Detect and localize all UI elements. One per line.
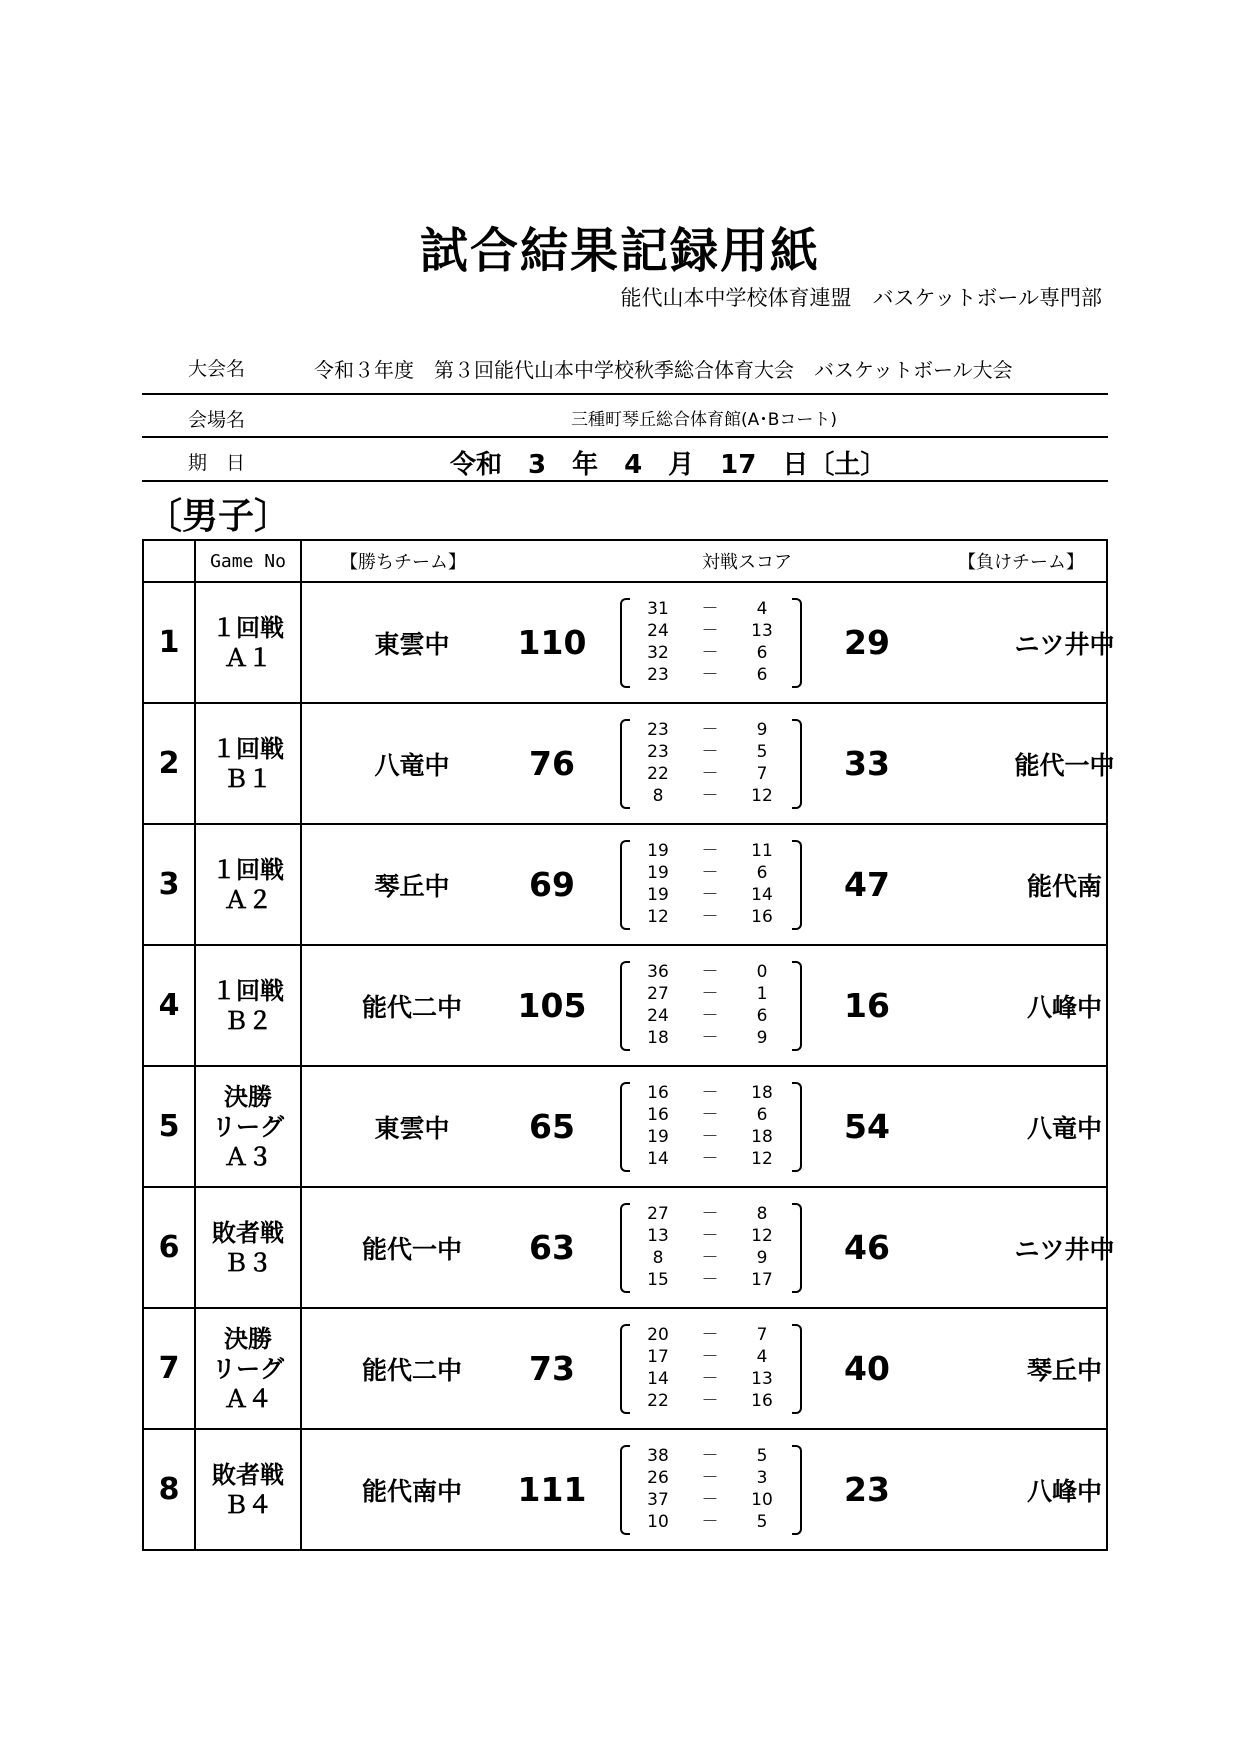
loser-team: ニツ井中	[1014, 629, 1115, 659]
quarter-score	[620, 664, 802, 686]
quarter-score	[620, 1126, 802, 1148]
loser-score: 23	[844, 1470, 890, 1509]
quarter-dash: －	[701, 599, 719, 619]
quarter-winner-points: 19	[647, 1127, 669, 1147]
venue: 三種町琴丘総合体育館(A･Bコート)	[570, 410, 838, 430]
round-line: Ｂ３	[224, 1248, 272, 1277]
quarter-loser-points: 13	[751, 1369, 773, 1389]
bracket-right	[792, 719, 802, 809]
quarter-winner-points: 16	[647, 1083, 669, 1103]
loser-score: 40	[844, 1349, 890, 1388]
header-loser: 【負けチーム】	[958, 552, 1084, 573]
match-cell	[301, 1187, 1115, 1308]
round-line: １回戦	[212, 734, 284, 763]
quarter-winner-points: 31	[647, 599, 669, 619]
loser-team: 八峰中	[1026, 992, 1102, 1022]
quarter-dash: －	[701, 841, 719, 861]
table-row	[143, 1187, 1107, 1308]
quarter-scores	[620, 1203, 802, 1293]
quarter-winner-points: 24	[647, 1006, 669, 1026]
quarter-winner-points: 19	[647, 885, 669, 905]
quarter-dash: －	[701, 1325, 719, 1345]
quarter-winner-points: 22	[647, 764, 669, 784]
round-line: Ａ１	[224, 643, 272, 672]
match-cell	[301, 945, 1107, 1066]
quarter-dash: －	[701, 1391, 719, 1411]
bracket-right	[792, 1324, 802, 1414]
quarter-dash: －	[701, 1490, 719, 1510]
winner-score: 69	[529, 865, 575, 904]
quarter-loser-points: 3	[756, 1468, 768, 1488]
game-round	[195, 1429, 301, 1550]
quarter-winner-points: 17	[647, 1347, 669, 1367]
quarter-winner-points: 10	[647, 1512, 669, 1532]
round-line: １回戦	[212, 855, 284, 884]
quarter-loser-points: 7	[756, 764, 768, 784]
quarter-dash: －	[701, 665, 719, 685]
quarter-loser-points: 9	[756, 720, 768, 740]
round-line: Ａ３	[224, 1142, 272, 1171]
round-line: Ａ４	[224, 1384, 272, 1413]
quarter-loser-points: 13	[751, 621, 773, 641]
quarter-score	[620, 1104, 802, 1126]
quarter-winner-points: 32	[647, 643, 669, 663]
quarter-dash: －	[701, 1127, 719, 1147]
quarter-scores	[620, 598, 802, 688]
header-winner: 【勝ちチーム】	[340, 552, 466, 573]
quarter-dash: －	[701, 764, 719, 784]
quarter-scores	[620, 1445, 802, 1535]
winner-score: 105	[517, 986, 587, 1025]
quarter-loser-points: 12	[751, 786, 773, 806]
quarter-winner-points: 12	[647, 907, 669, 927]
round-line: Ａ２	[224, 885, 272, 914]
header-game-no: Game No	[195, 540, 301, 582]
quarter-loser-points: 6	[756, 1105, 768, 1125]
game-number: 2	[143, 703, 195, 824]
winner-score: 76	[529, 744, 575, 783]
quarter-dash: －	[701, 1149, 719, 1169]
loser-score: 46	[844, 1228, 890, 1267]
quarter-scores	[620, 1082, 802, 1172]
quarter-winner-points: 18	[647, 1028, 669, 1048]
quarter-winner-points: 23	[647, 665, 669, 685]
quarter-winner-points: 8	[652, 786, 664, 806]
quarter-dash: －	[701, 786, 719, 806]
quarter-dash: －	[701, 1006, 719, 1026]
round-line: Ｂ２	[224, 1006, 272, 1035]
quarter-loser-points: 16	[751, 1391, 773, 1411]
match-cell	[301, 1066, 1107, 1187]
quarter-dash: －	[701, 1512, 719, 1532]
quarter-loser-points: 10	[751, 1490, 773, 1510]
quarter-loser-points: 6	[756, 1006, 768, 1026]
quarter-score	[620, 741, 802, 763]
quarter-dash: －	[701, 962, 719, 982]
game-round	[195, 1187, 301, 1308]
quarter-loser-points: 12	[751, 1149, 773, 1169]
loser-team: 八峰中	[1026, 1476, 1102, 1506]
quarter-winner-points: 36	[647, 962, 669, 982]
quarter-winner-points: 14	[647, 1149, 669, 1169]
quarter-score	[620, 1247, 802, 1269]
header-score: 対戦スコア	[702, 552, 792, 573]
match-cell	[301, 824, 1107, 945]
quarter-score	[620, 983, 802, 1005]
table-row	[143, 1308, 1107, 1429]
round-line: リーグ	[212, 1112, 284, 1141]
date-label: 期 日	[188, 452, 246, 474]
quarter-loser-points: 4	[756, 1347, 768, 1367]
quarter-score	[620, 961, 802, 983]
game-round	[195, 582, 301, 703]
quarter-score	[620, 1148, 802, 1170]
quarter-loser-points: 4	[756, 599, 768, 619]
quarter-dash: －	[701, 1204, 719, 1224]
bracket-right	[792, 1445, 802, 1535]
winner-team: 東雲中	[374, 629, 450, 659]
round-line: 決勝	[224, 1082, 272, 1111]
game-number: 1	[143, 582, 195, 703]
winner-team: 能代南中	[362, 1476, 463, 1506]
quarter-dash: －	[701, 1446, 719, 1466]
loser-score: 16	[844, 986, 890, 1025]
quarter-winner-points: 20	[647, 1325, 669, 1345]
game-number: 8	[143, 1429, 195, 1550]
winner-score: 65	[529, 1107, 575, 1146]
quarter-score	[620, 719, 802, 741]
quarter-score	[620, 884, 802, 906]
quarter-loser-points: 7	[756, 1325, 768, 1345]
quarter-dash: －	[701, 984, 719, 1004]
quarter-score	[620, 1511, 802, 1533]
loser-team: 能代南	[1026, 871, 1102, 901]
quarter-dash: －	[701, 863, 719, 883]
quarter-score	[620, 620, 802, 642]
quarter-dash: －	[701, 885, 719, 905]
quarter-score	[620, 1390, 802, 1412]
loser-score: 47	[844, 865, 890, 904]
date: 令和 3 年 4 月 17 日〔土〕	[450, 450, 887, 480]
quarter-loser-points: 6	[756, 643, 768, 663]
quarter-winner-points: 27	[647, 984, 669, 1004]
results-table	[142, 539, 1115, 1551]
quarter-scores	[620, 719, 802, 809]
game-number: 4	[143, 945, 195, 1066]
quarter-score	[620, 862, 802, 884]
quarter-dash: －	[701, 1028, 719, 1048]
game-number: 3	[143, 824, 195, 945]
round-line: リーグ	[212, 1354, 284, 1383]
venue-label: 会場名	[188, 409, 246, 431]
round-line: 敗者戦	[212, 1460, 284, 1489]
quarter-loser-points: 14	[751, 885, 773, 905]
quarter-loser-points: 17	[751, 1270, 773, 1290]
quarter-dash: －	[701, 907, 719, 927]
round-line: 決勝	[224, 1324, 272, 1353]
event-label: 大会名	[188, 358, 246, 380]
quarter-score	[620, 1368, 802, 1390]
loser-team: 八竜中	[1026, 1113, 1102, 1143]
match-cell	[301, 1429, 1107, 1550]
loser-score: 54	[844, 1107, 890, 1146]
table-header	[143, 540, 1107, 582]
round-line: 敗者戦	[212, 1218, 284, 1247]
quarter-dash: －	[701, 1468, 719, 1488]
round-line: １回戦	[212, 976, 284, 1005]
quarter-winner-points: 38	[647, 1446, 669, 1466]
quarter-loser-points: 0	[756, 962, 768, 982]
quarter-score	[620, 1225, 802, 1247]
quarter-scores	[620, 840, 802, 930]
quarter-loser-points: 6	[756, 665, 768, 685]
winner-team: 能代二中	[362, 1355, 463, 1385]
quarter-score	[620, 840, 802, 862]
quarter-dash: －	[701, 1105, 719, 1125]
game-round	[195, 1308, 301, 1429]
quarter-dash: －	[701, 1248, 719, 1268]
header-no	[143, 540, 195, 582]
quarter-loser-points: 12	[751, 1226, 773, 1246]
table-row	[143, 1066, 1107, 1187]
quarter-loser-points: 1	[756, 984, 768, 1004]
game-round	[195, 824, 301, 945]
bracket-right	[792, 1203, 802, 1293]
quarter-score	[620, 642, 802, 664]
game-round	[195, 945, 301, 1066]
quarter-loser-points: 18	[751, 1127, 773, 1147]
round-line: １回戦	[212, 613, 284, 642]
quarter-winner-points: 22	[647, 1391, 669, 1411]
match-cell	[301, 703, 1115, 824]
quarter-dash: －	[701, 1369, 719, 1389]
table-row	[143, 1429, 1107, 1550]
divider	[142, 480, 1108, 482]
quarter-score	[620, 1005, 802, 1027]
quarter-score	[620, 785, 802, 807]
quarter-score	[620, 1203, 802, 1225]
round-line: Ｂ４	[224, 1490, 272, 1519]
quarter-score	[620, 1489, 802, 1511]
table-row	[143, 703, 1107, 824]
quarter-loser-points: 5	[756, 1512, 768, 1532]
quarter-dash: －	[701, 643, 719, 663]
winner-team: 琴丘中	[374, 871, 450, 901]
quarter-scores	[620, 1324, 802, 1414]
quarter-score	[620, 1082, 802, 1104]
game-number: 5	[143, 1066, 195, 1187]
quarter-score	[620, 598, 802, 620]
quarter-score	[620, 1324, 802, 1346]
event-name: 令和３年度 第３回能代山本中学校秋季総合体育大会 バスケットボール大会	[314, 358, 1013, 382]
quarter-winner-points: 15	[647, 1270, 669, 1290]
divider	[142, 393, 1108, 395]
quarter-loser-points: 8	[756, 1204, 768, 1224]
winner-team: 能代一中	[362, 1234, 463, 1264]
quarter-score	[620, 906, 802, 928]
game-round	[195, 703, 301, 824]
game-number: 6	[143, 1187, 195, 1308]
bracket-right	[792, 1082, 802, 1172]
winner-team: 東雲中	[374, 1113, 450, 1143]
quarter-winner-points: 24	[647, 621, 669, 641]
quarter-score	[620, 1027, 802, 1049]
divider	[142, 436, 1108, 438]
quarter-winner-points: 37	[647, 1490, 669, 1510]
round-line: Ｂ１	[224, 764, 272, 793]
winner-team: 能代二中	[362, 992, 463, 1022]
quarter-winner-points: 14	[647, 1369, 669, 1389]
quarter-dash: －	[701, 742, 719, 762]
bracket-right	[792, 598, 802, 688]
winner-score: 111	[517, 1470, 587, 1509]
loser-team: 琴丘中	[1026, 1355, 1102, 1385]
quarter-score	[620, 1445, 802, 1467]
loser-team: 能代一中	[1014, 750, 1115, 780]
quarter-dash: －	[701, 1270, 719, 1290]
quarter-winner-points: 19	[647, 841, 669, 861]
quarter-dash: －	[701, 1347, 719, 1367]
quarter-loser-points: 5	[756, 742, 768, 762]
section-title: 〔男子〕	[146, 496, 291, 537]
quarter-loser-points: 5	[756, 1446, 768, 1466]
winner-score: 63	[529, 1228, 575, 1267]
header-match	[301, 540, 1107, 582]
table-row	[143, 945, 1107, 1066]
quarter-winner-points: 27	[647, 1204, 669, 1224]
quarter-winner-points: 26	[647, 1468, 669, 1488]
quarter-winner-points: 16	[647, 1105, 669, 1125]
quarter-winner-points: 8	[652, 1248, 664, 1268]
game-number: 7	[143, 1308, 195, 1429]
winner-team: 八竜中	[374, 750, 450, 780]
loser-score: 29	[844, 623, 890, 662]
quarter-dash: －	[701, 621, 719, 641]
page-title: 試合結果記録用紙	[419, 223, 820, 279]
quarter-loser-points: 18	[751, 1083, 773, 1103]
quarter-loser-points: 9	[756, 1248, 768, 1268]
table-row	[143, 824, 1107, 945]
quarter-winner-points: 19	[647, 863, 669, 883]
match-cell	[301, 582, 1115, 703]
bracket-right	[792, 840, 802, 930]
quarter-loser-points: 6	[756, 863, 768, 883]
quarter-loser-points: 11	[751, 841, 773, 861]
game-round	[195, 1066, 301, 1187]
quarter-dash: －	[701, 1226, 719, 1246]
table-row	[143, 582, 1107, 703]
winner-score: 110	[517, 623, 587, 662]
quarter-loser-points: 9	[756, 1028, 768, 1048]
quarter-dash: －	[701, 1083, 719, 1103]
bracket-right	[792, 961, 802, 1051]
loser-team: ニツ井中	[1014, 1234, 1115, 1264]
loser-score: 33	[844, 744, 890, 783]
quarter-score	[620, 1346, 802, 1368]
quarter-score	[620, 1467, 802, 1489]
quarter-loser-points: 16	[751, 907, 773, 927]
quarter-winner-points: 23	[647, 742, 669, 762]
quarter-winner-points: 13	[647, 1226, 669, 1246]
quarter-winner-points: 23	[647, 720, 669, 740]
quarter-score	[620, 1269, 802, 1291]
match-cell	[301, 1308, 1107, 1429]
quarter-dash: －	[701, 720, 719, 740]
winner-score: 73	[529, 1349, 575, 1388]
quarter-scores	[620, 961, 802, 1051]
organization: 能代山本中学校体育連盟 バスケットボール専門部	[620, 286, 1102, 310]
quarter-score	[620, 763, 802, 785]
